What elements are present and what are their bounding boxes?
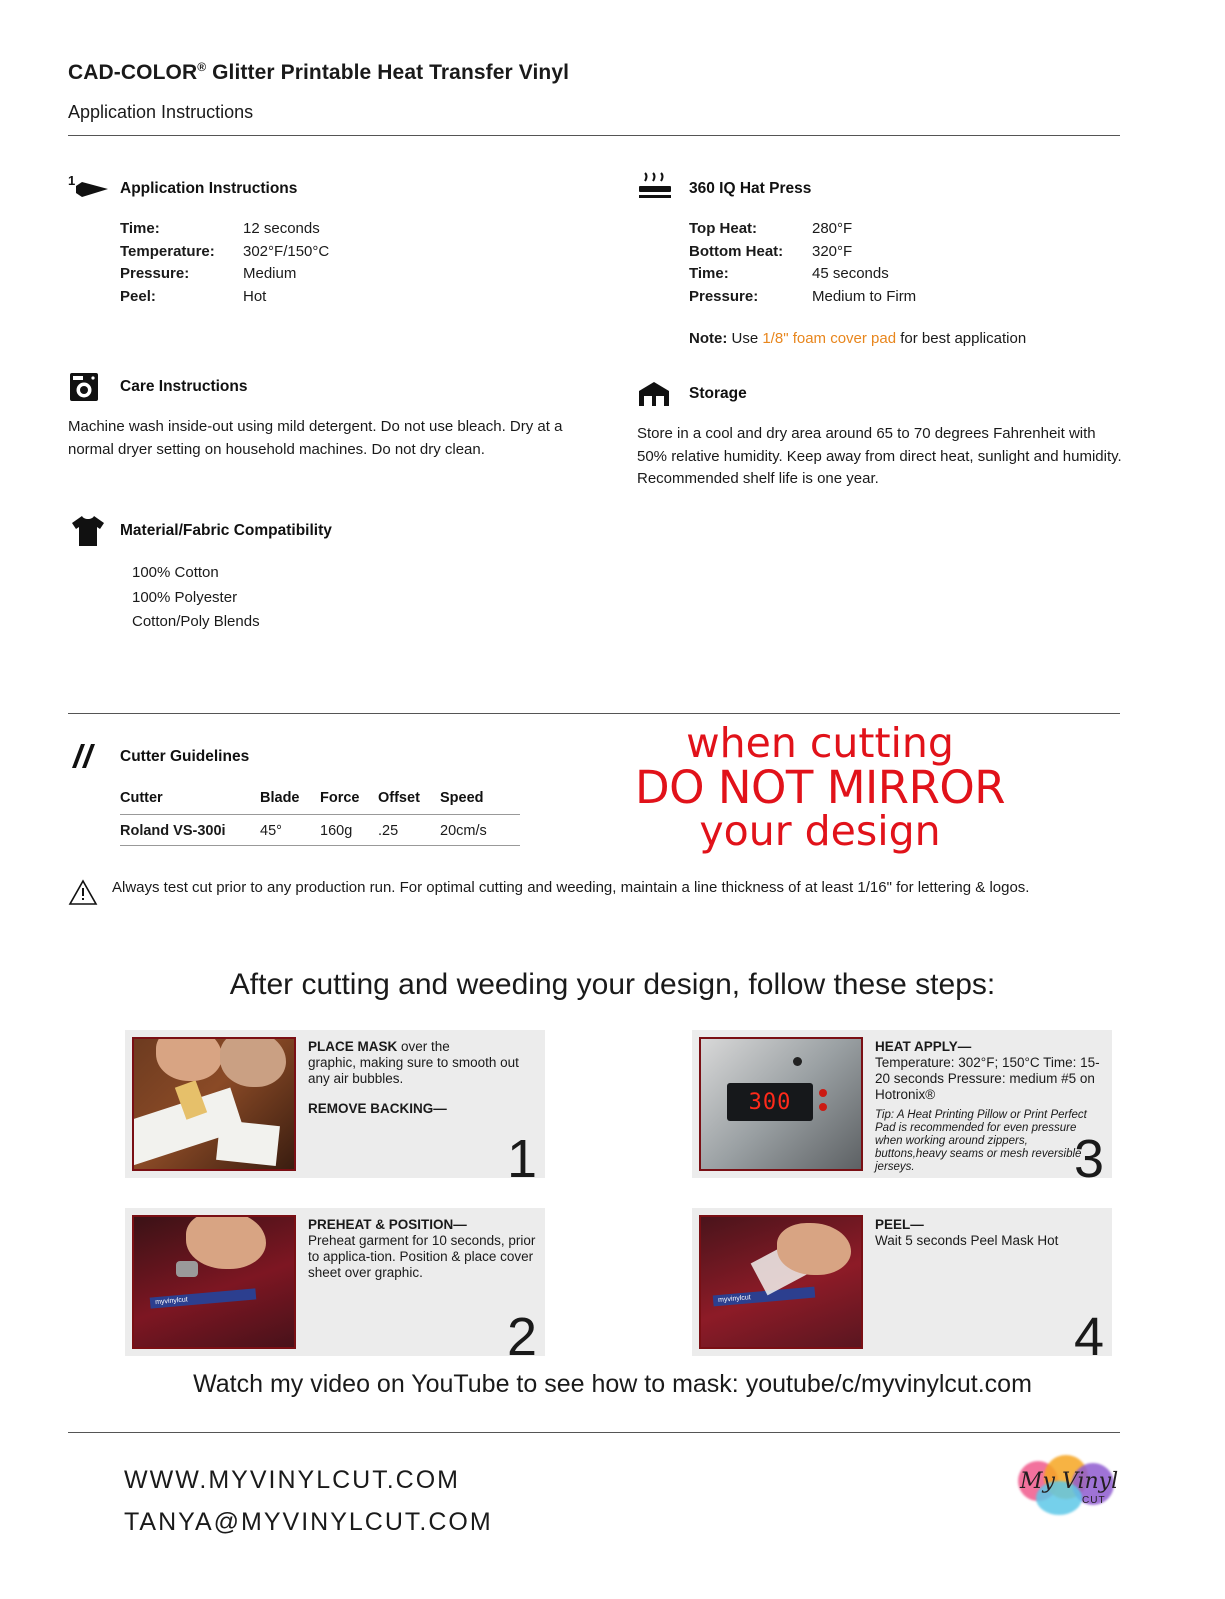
step-text: graphic, making sure to smooth out any air bubbles. [308, 1055, 519, 1086]
spec-row: Pressure: Medium [120, 265, 297, 282]
step-card-4 [692, 1208, 1112, 1367]
step-number: 3 [1073, 1129, 1104, 1189]
cutter-settings-table [120, 786, 520, 846]
hatpress-spec-list [689, 218, 1127, 308]
section-title: Care Instructions [120, 378, 248, 395]
temperature-display: 300 [727, 1083, 813, 1121]
column-header-blade: Blade [260, 786, 320, 815]
page-subtitle: Application Instructions [68, 102, 254, 122]
hands-applying-mask-photo [132, 1037, 296, 1171]
step-subheading: REMOVE BACKING— [308, 1101, 447, 1116]
cell-offset: .25 [378, 815, 440, 846]
spec-row: Time: 45 seconds [689, 265, 889, 282]
peeling-mask-photo: myvinylcut [699, 1215, 863, 1349]
step-text: Wait 5 seconds Peel Mask Hot [875, 1233, 1059, 1248]
section-divider [68, 713, 1120, 714]
spec-row: Peel: Hot [120, 287, 267, 305]
mirror-line-2: DO NOT MIRROR [634, 760, 1006, 814]
cell-speed: 20cm/s [440, 815, 520, 846]
step-text: Preheat garment for 10 seconds, prior to applica-tion. Position & place cover sheet over graphic. [308, 1233, 536, 1280]
contact-website[interactable]: WWW.MYVINYLCUT.COM [124, 1466, 460, 1494]
table-header-row [120, 786, 520, 815]
spec-row: Bottom Heat: 320°F [689, 242, 853, 260]
document-header [68, 60, 1120, 136]
list-item: 100% Polyester [132, 588, 238, 606]
tshirt-icon [68, 513, 120, 549]
cell-blade: 45° [260, 815, 320, 846]
column-header-force: Force [320, 786, 378, 815]
list-item: Cotton/Poly Blends [132, 613, 260, 630]
positioning-graphic-on-shirt-photo: myvinylcut [132, 1215, 296, 1349]
list-item: 100% Cotton [132, 564, 219, 581]
section-care-instructions [68, 370, 568, 461]
mirror-line-3: your design [699, 806, 941, 855]
warning-text: Always test cut prior to any production run. For optimal cutting and weeding, maintain a line thickness of at least 1/16" for lettering & logos. [112, 879, 1030, 896]
blade-icon [68, 742, 120, 772]
section-storage [637, 377, 1127, 491]
section-cutter-guidelines [68, 742, 538, 846]
step-heading: PLACE MASK over the [308, 1039, 450, 1054]
application-spec-list [120, 218, 568, 308]
spec-row: Time: 12 seconds [120, 220, 320, 237]
header-divider [68, 135, 1120, 136]
section-title: Application Instructions [120, 180, 298, 197]
contact-block [124, 1459, 493, 1543]
step-heading: PREHEAT & POSITION— [308, 1217, 467, 1232]
step-number: 2 [506, 1307, 537, 1367]
step-card-2 [125, 1208, 545, 1367]
section-application-instructions [68, 172, 568, 308]
fabric-list [132, 561, 568, 635]
table-row [120, 815, 520, 846]
section-hat-press [637, 172, 1127, 347]
right-column [637, 172, 1127, 517]
section-fabric-compatibility [68, 513, 568, 635]
spec-row: Pressure: Medium to Firm [689, 287, 917, 305]
do-not-mirror-warning [560, 719, 1080, 855]
contact-email[interactable]: TANYA@MYVINYLCUT.COM [124, 1508, 493, 1536]
step-heading: HEAT APPLY— [875, 1039, 972, 1054]
washing-machine-icon [68, 371, 120, 403]
footer-divider [68, 1432, 1120, 1433]
section-title: Material/Fabric Compatibility [120, 522, 332, 539]
left-column [68, 172, 568, 661]
test-cut-warning [68, 877, 1123, 906]
logo-text-main: My Vinyl [1020, 1469, 1119, 1494]
note-highlight: 1/8" foam cover pad [762, 330, 897, 347]
step-text: Temperature: 302°F; 150°C Time: 15-20 seconds Pressure: medium #5 on Hotronix® [875, 1055, 1100, 1102]
heat-press-icon [68, 172, 120, 206]
section-title: 360 IQ Hat Press [689, 180, 812, 197]
step-tip: Tip: A Heat Printing Pillow or Print Perfect Pad is recommended for even pressure when working around zippers, buttons,heavy seams or mesh reversible jerseys. [875, 1109, 1087, 1173]
youtube-watch-line: Watch my video on YouTube to see how to mask: youtube/c/myvinylcut.com [193, 1370, 1032, 1398]
cell-cutter: Roland VS-300i [120, 815, 260, 846]
spec-row: Temperature: 302°F/150°C [120, 242, 330, 260]
myvinylcut-logo [1010, 1455, 1130, 1533]
logo-text-sub: CUT [1082, 1495, 1106, 1506]
registered-mark: ® [197, 60, 207, 74]
warning-triangle-icon [68, 877, 112, 906]
warehouse-icon [637, 378, 689, 410]
section-title: Cutter Guidelines [120, 748, 250, 765]
step-number: 1 [506, 1129, 537, 1189]
cell-force: 160g [320, 815, 378, 846]
column-header-speed: Speed [440, 786, 520, 815]
storage-text: Store in a cool and dry area around 65 to 70 degrees Fahrenheit with 50% relative humidity. Keep away from direct heat, sunlight and humidity. Recommended shelf life is one year. [637, 425, 1122, 487]
svg-text:1: 1 [68, 173, 76, 188]
spec-row: Top Heat: 280°F [689, 220, 853, 237]
step-number: 4 [1073, 1307, 1104, 1367]
heat-press-display-photo [699, 1037, 863, 1171]
steps-heading: After cutting and weeding your design, follow these steps: [229, 968, 996, 1001]
foam-pad-note: Note: Use 1/8" foam cover pad for best application [689, 330, 1027, 347]
page-title: CAD-COLOR® Glitter Printable Heat Transfer Vinyl [68, 60, 570, 84]
care-text: Machine wash inside-out using mild detergent. Do not use bleach. Dry at a normal dryer setting on household machines. Do not dry clean. [68, 418, 563, 458]
column-header-offset: Offset [378, 786, 440, 815]
hat-press-icon [637, 172, 689, 206]
section-title: Storage [689, 385, 747, 402]
step-heading: PEEL— [875, 1217, 924, 1232]
column-header-cutter: Cutter [120, 786, 260, 815]
step-card-3 [692, 1030, 1112, 1189]
mirror-line-1: when cutting [686, 719, 954, 767]
step-card-1 [125, 1030, 545, 1189]
